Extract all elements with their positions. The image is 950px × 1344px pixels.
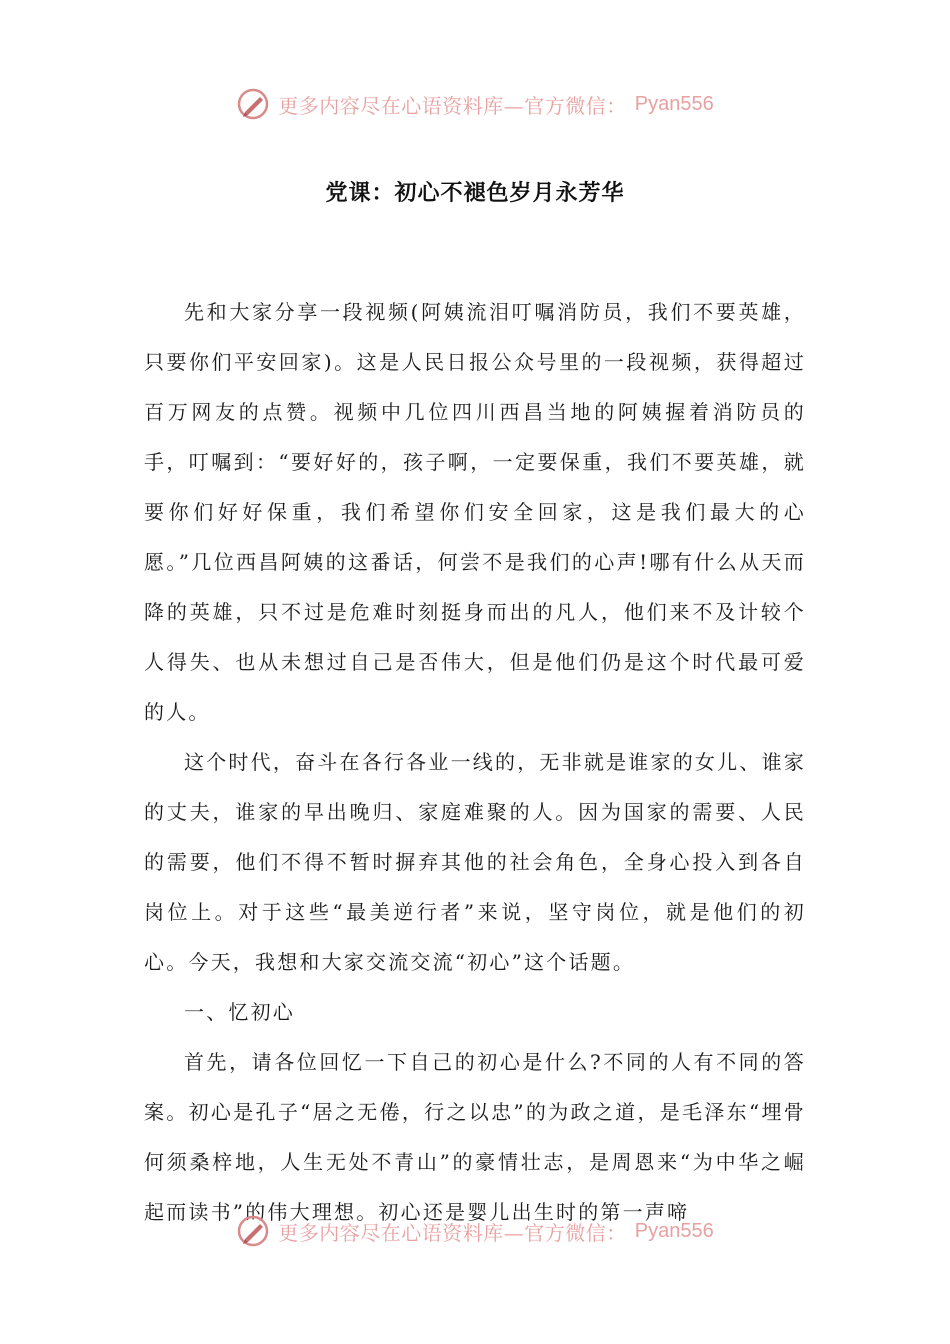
watermark-wechat-id: Pyan556 bbox=[634, 92, 714, 115]
paragraph: 这个时代，奋斗在各行各业一线的，无非就是谁家的女儿、谁家的丈夫，谁家的早出晚归、家庭难聚的人。因为国家的需要、人民的需要，他们不得不暂时摒弃其他的社会角色，全身心投入到各自岗位上。对于这些“最美逆行者”来说，坚守岗位，就是他们的初心。今天，我想和大家交流交流“初心”这个话题。 bbox=[144, 750, 806, 974]
header-watermark bbox=[0, 84, 950, 124]
pen-logo-icon bbox=[236, 1214, 270, 1248]
watermark-wechat-id: Pyan556 bbox=[634, 1219, 714, 1242]
watermark-text: 更多内容尽在心语资料库—官方微信： bbox=[278, 93, 627, 118]
watermark-text: 更多内容尽在心语资料库—官方微信： bbox=[278, 1220, 627, 1245]
paragraph: 首先，请各位回忆一下自己的初心是什么?不同的人有不同的答案。初心是孔子“居之无倦，行之以忠”的为政之道，是毛泽东“埋骨何须桑梓地，人生无处不青山”的豪情壮志，是周恩来“为中华之崛起而读书”的伟大理想。初心还是婴儿出生时的第一声啼 bbox=[144, 1050, 806, 1224]
document-body bbox=[144, 287, 806, 1237]
footer-watermark bbox=[0, 1211, 950, 1251]
paragraph: 先和大家分享一段视频(阿姨流泪叮嘱消防员，我们不要英雄，只要你们平安回家)。这是人民日报公众号里的一段视频，获得超过百万网友的点赞。视频中几位四川西昌当地的阿姨握着消防员的手，叮嘱到：“要好好的，孩子啊，一定要保重，我们不要英雄，就要你们好好保重，我们希望你们安全回家，这是我们最大的心愿。”几位西昌阿姨的这番话，何尝不是我们的心声!哪有什么从天而降的英雄，只不过是危难时刻挺身而出的凡人，他们来不及计较个人得失、也从未想过自己是否伟大，但是他们仍是这个时代最可爱的人。 bbox=[144, 300, 806, 724]
document-title: 党课：初心不褪色岁月永芳华 bbox=[325, 180, 625, 206]
pen-logo-icon bbox=[236, 87, 270, 121]
section-heading: 一、忆初心 bbox=[184, 1000, 295, 1024]
